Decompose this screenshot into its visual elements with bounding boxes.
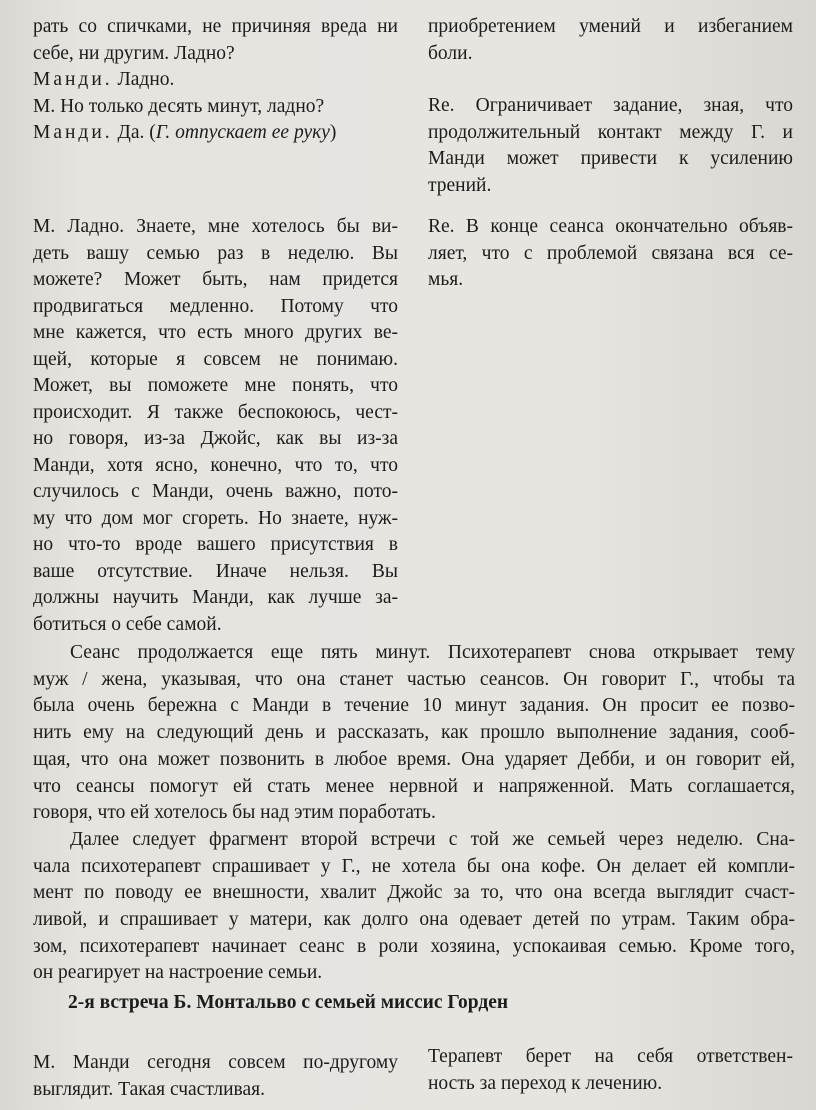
text-line: Сеанс продолжается еще пять минут. Психотерапевт снова открывает тему (70, 642, 795, 663)
text-line: деть вашу семью раз в неделю. Вы (33, 242, 398, 264)
dialogue-block-1 (33, 14, 398, 147)
speaker-name: Манди. (33, 69, 113, 90)
spacer (428, 67, 793, 93)
speech-text-close: ) (329, 122, 337, 143)
text-line: Далее следует фрагмент второй встречи с той же семьей через неделю. Сна- (70, 828, 795, 850)
text-line: что сеансы помогут ей стать менее нервной и напряженной. Мать соглашается, (33, 775, 795, 797)
comment-line: боли. (428, 42, 473, 64)
comment-line: Манди может привести к усилению (428, 148, 793, 169)
text-line: ваше отсутствие. Иначе нельзя. Вы (33, 560, 398, 582)
dialogue-block-2 (33, 214, 398, 638)
paragraph (33, 640, 795, 827)
text-line: но говоря, из-за Джойс, как вы из-за (33, 428, 398, 449)
text-line: зом, психотерапевт начинает сеанс в роли хозяина, успокаивая семью. Кроме того, (33, 935, 795, 957)
text-line: щая, что она может позвонить в любое время. Она ударяет Дебби, и он говорит ей, (33, 748, 795, 770)
dialogue-line: М. Но только десять минут, ладно? (33, 95, 325, 117)
comment-line: ность за переход к лечению. (428, 1072, 663, 1094)
dialogue-block-3 (33, 1050, 398, 1103)
commentary-block-2 (428, 214, 793, 294)
text-line: муж / жена, указывая, что она станет частью сеансов. Он говорит Г., чтобы та (33, 668, 795, 690)
text-line: чала психотерапевт спрашивает у Г., не хотела бы она кофе. Он делает ей компли- (33, 855, 795, 877)
text-line: М. Манди сегодня совсем по-другому (33, 1052, 398, 1073)
text-line: Может, вы поможете мне понять, что (33, 375, 398, 396)
text-line: происходит. Я также беспокоюсь, чест- (33, 401, 398, 423)
speech-text: Ладно. (117, 69, 175, 90)
comment-line: мья. (428, 269, 464, 290)
paragraph (33, 827, 795, 987)
text-line: случилось с Манди, очень важно, пото- (33, 481, 398, 502)
commentary-block-1 (428, 14, 793, 199)
dialogue-line (33, 67, 398, 94)
text-line: была очень бережна с Манди в течение 10 минут задания. Он просит ее позво- (33, 695, 795, 717)
text-line: М. Ладно. Знаете, мне хотелось бы ви- (33, 216, 398, 237)
section-heading: 2-я встреча Б. Монтальво с семьей миссис Горден (68, 992, 509, 1013)
comment-line: продолжительный контакт между Г. и (428, 121, 793, 143)
stage-direction: Г. отпускает ее руку (155, 122, 330, 143)
text-line: можете? Может быть, нам придется (33, 269, 398, 290)
text-line: Манди, хотя ясно, конечно, что то, что (33, 454, 398, 476)
text-line: ливой, и спрашивает у матери, как долго она одевает детей по утрам. Таким обра- (33, 909, 795, 931)
comment-line: приобретением умений и избеганием (428, 16, 793, 37)
text-line: продвигаться медленно. Потому что (33, 295, 398, 317)
text-line: себе, ни другим. Ладно? (33, 42, 235, 64)
text-line: ботиться о себе самой. (33, 613, 222, 635)
text-line: му что дом мог сгореть. Но знаете, нуж- (33, 507, 398, 529)
text-line: мент по поводу ее внешности, хвалит Джойс за то, что она всегда выглядит счаст- (33, 882, 795, 904)
text-line: но что-то вроде вашего присутствия в (33, 534, 398, 555)
comment-line: Re. В конце сеанса окончательно объяв- (428, 216, 793, 237)
text-line: мне кажется, что есть много других ве- (33, 322, 398, 343)
text-line: он реагирует на настроение семьи. (33, 962, 323, 984)
speaker-name: Манди. (33, 122, 113, 143)
text-line: выглядит. Такая счастливая. (33, 1078, 265, 1100)
comment-line: Re. Ограничивает задание, зная, что (428, 95, 793, 116)
speech-text: Да. ( (117, 122, 156, 143)
text-line: рать со спичками, не причиняя вреда ни (33, 16, 398, 37)
text-line: щей, которые я совсем не понимаю. (33, 348, 398, 370)
commentary-block-3 (428, 1044, 793, 1097)
dialogue-line (33, 120, 398, 147)
text-line: должны научить Манди, как лучше за- (33, 587, 398, 608)
text-line: говоря, что ей хотелось бы над этим поработать. (33, 802, 436, 824)
comment-line: ляет, что с проблемой связана вся се- (428, 242, 793, 264)
comment-line: Терапевт берет на себя ответствен- (428, 1046, 793, 1067)
comment-line: трений. (428, 174, 492, 196)
narrative-text (33, 640, 795, 987)
text-line: нить ему на следующий день и рассказать, как прошло выполнение задания, сооб- (33, 722, 795, 744)
